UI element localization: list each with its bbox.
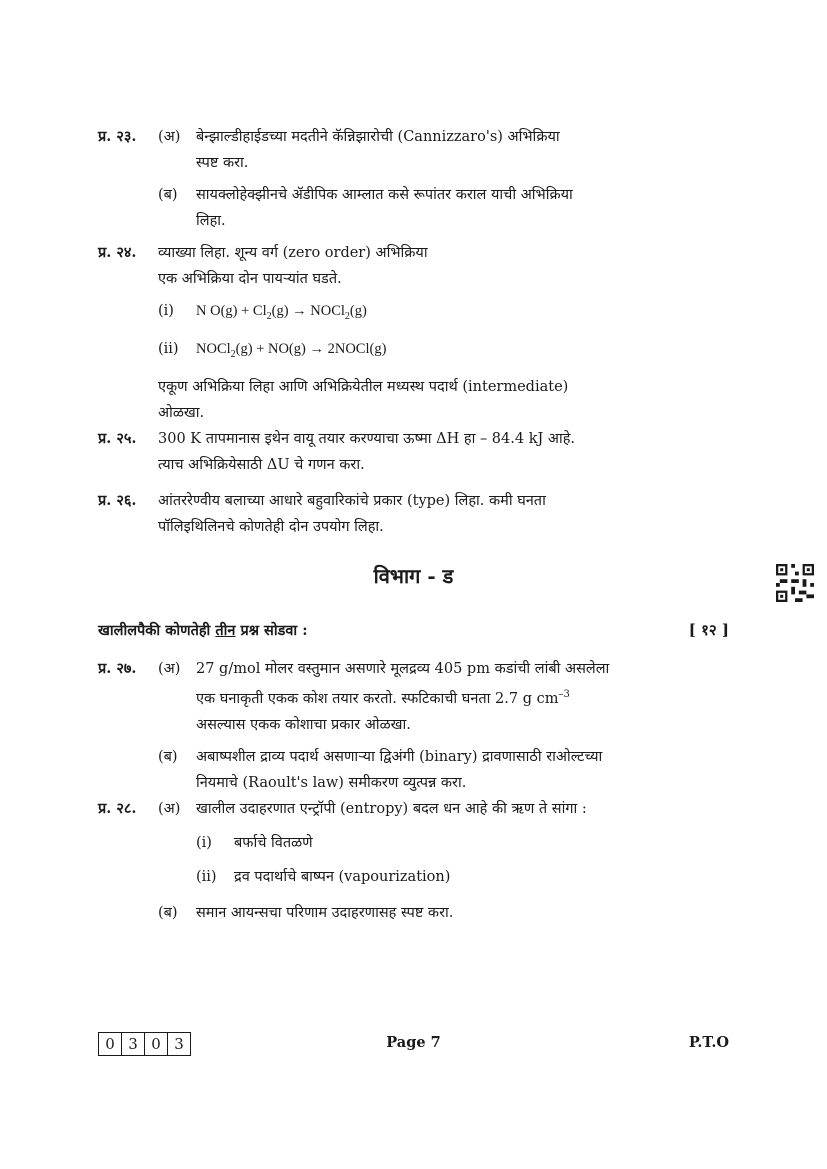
- question-27: [98, 656, 638, 796]
- chemical-equation: NOCl$_2$(g) + NO(g) → 2NOCl(g): [196, 340, 387, 360]
- question-number: प्र. २६.: [98, 492, 137, 509]
- question-27-part-a: [158, 656, 638, 738]
- page-number: Page 7: [386, 1034, 441, 1051]
- text-line: व्याख्या लिहा. शून्य वर्ग (zero order) अभिक्रिया: [158, 245, 428, 261]
- text-line: सायक्लोहेक्झीनचे ॲडीपिक आम्लात कसे रूपांतर कराल याची अभिक्रिया: [196, 187, 573, 203]
- instruction-emphasis: तीन: [215, 622, 236, 639]
- question-27-part-b: [158, 744, 638, 796]
- text-line: एकूण अभिक्रिया लिहा आणि अभिक्रियेतील मध्यस्थ पदार्थ (intermediate): [158, 378, 569, 395]
- chemical-equation: N $O(g) + Cl_2(g)$ → NOCl$_2$(g): [196, 303, 367, 322]
- question-24: [98, 240, 638, 426]
- text-line: खालील उदाहरणात एन्ट्रॉपी (entropy) बदल धन आहे की ऋण ते सांगा :: [196, 801, 587, 817]
- part-label: (ब): [158, 187, 178, 203]
- item-text: बर्फाचे वितळणे: [234, 835, 313, 851]
- question-23-part-b: [158, 182, 638, 234]
- text-line: 300 K तापमानास इथेन वायू तयार करण्याचा ऊष्मा ΔH हा – 84.4 kJ आहे.: [158, 431, 576, 447]
- question-23-part-a: [158, 124, 638, 176]
- qr-code-icon: [776, 564, 814, 602]
- text-line: त्याच अभिक्रियेसाठी ΔU चे गणन करा.: [158, 457, 365, 473]
- text-line: पॉलिइथिलिनचे कोणतेही दोन उपयोग लिहा.: [158, 519, 384, 535]
- text-segment: एक घनाकृती एकक कोश तयार करतो. स्फटिकाची घनता 2.7 g cm: [196, 690, 559, 707]
- reaction-step-2: [158, 336, 638, 368]
- example-item-i: [196, 830, 638, 856]
- code-digit: 0: [99, 1033, 122, 1055]
- instruction-text: खालीलपैकी कोणतेही: [98, 622, 216, 639]
- section-marks: [ १२ ]: [688, 621, 729, 639]
- question-28-part-a: [158, 796, 638, 890]
- example-item-ii: [196, 864, 638, 890]
- question-number: प्र. २८.: [98, 800, 137, 817]
- code-digit: 3: [174, 1035, 184, 1053]
- text-line: लिहा.: [196, 213, 226, 229]
- part-label: (अ): [158, 661, 181, 677]
- text-line: स्पष्ट करा.: [196, 155, 249, 171]
- text-line: बेन्झाल्डीहाईडच्या मदतीने कॅन्निझारोची (Cannizzaro's) अभिक्रिया: [196, 129, 560, 145]
- part-label: (ब): [158, 905, 178, 921]
- text-line: असल्यास एकक कोशाचा प्रकार ओळखा.: [196, 716, 411, 733]
- text-line: ओळखा.: [158, 404, 205, 421]
- text-line: [196, 682, 638, 712]
- question-23: [98, 124, 638, 234]
- superscript: –3: [558, 689, 570, 700]
- text-line: 27 g/mol मोलर वस्तुमान असणारे मूलद्रव्य 405 pm कडांची लांबी असलेला: [196, 661, 610, 677]
- text-line: एक अभिक्रिया दोन पायऱ्यांत घडते.: [158, 271, 342, 287]
- section-instruction: [98, 620, 308, 640]
- part-label: (अ): [158, 129, 181, 145]
- question-26: [98, 488, 638, 540]
- reaction-step-1: [158, 298, 638, 330]
- part-label: (अ): [158, 801, 181, 817]
- item-label: (i): [196, 835, 212, 851]
- question-25: [98, 426, 638, 478]
- step-label: (ii): [158, 340, 179, 357]
- code-digit: 0: [145, 1033, 168, 1055]
- pto-label: P.T.O: [688, 1034, 729, 1051]
- text-line: आंतररेण्वीय बलाच्या आधारे बहुवारिकांचे प्रकार (type) लिहा. कमी घनता: [158, 493, 546, 509]
- question-28-part-b: [158, 900, 638, 926]
- section-title: विभाग - ड: [373, 564, 454, 588]
- step-label: (i): [158, 303, 174, 319]
- question-number: प्र. २५.: [98, 430, 137, 447]
- instruction-text: प्रश्न सोडवा :: [235, 622, 308, 639]
- question-number: प्र. २३.: [98, 128, 137, 145]
- question-number: प्र. २४.: [98, 244, 137, 261]
- question-28: [98, 796, 638, 926]
- question-number: प्र. २७.: [98, 660, 137, 677]
- code-digit: 3: [122, 1033, 145, 1055]
- part-label: (ब): [158, 748, 178, 765]
- text-line: नियमाचे (Raoult's law) समीकरण व्युत्पन्न करा.: [196, 774, 467, 791]
- text-line: अबाष्पशील द्राव्य पदार्थ असणाऱ्या द्विअंगी (binary) द्रावणासाठी राओल्टच्या: [196, 748, 603, 765]
- text-line: समान आयन्सचा परिणाम उदाहरणासह स्पष्ट करा.: [196, 905, 454, 921]
- item-label: (ii): [196, 869, 217, 885]
- item-text: द्रव पदार्थाचे बाष्पन (vapourization): [234, 869, 451, 885]
